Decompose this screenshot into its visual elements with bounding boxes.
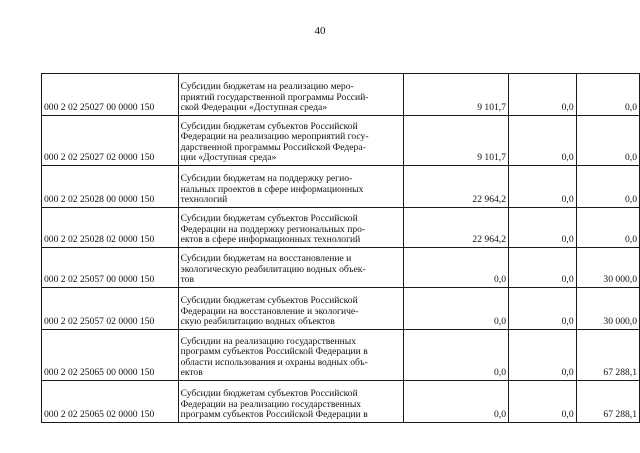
description-line: ектов <box>180 367 203 379</box>
amount-cell-3: 67 288,1 <box>576 330 639 381</box>
amount-cell-1: 9 101,7 <box>404 116 509 166</box>
description-line: дарственной программы Российской Федера- <box>180 141 366 153</box>
amount-cell-1: 22 964,2 <box>404 166 509 208</box>
amount-cell-2: 0,0 <box>509 166 577 208</box>
description-line: технологий <box>180 194 228 206</box>
budget-code-cell: 000 2 02 25065 00 0000 150 <box>42 330 179 381</box>
amount-cell-2: 0,0 <box>509 116 577 166</box>
amount-cell-3: 0,0 <box>576 116 639 166</box>
description-line: приятий государственной программы Россий- <box>180 91 369 103</box>
amount-cell-2: 0,0 <box>509 208 577 248</box>
description-cell <box>178 74 404 116</box>
table-row <box>42 208 640 248</box>
table-row <box>42 166 640 208</box>
amount-cell-1: 22 964,2 <box>404 208 509 248</box>
amount-cell-3: 67 288,1 <box>576 381 639 423</box>
description-line: Субсидии бюджетам субъектов Российской <box>180 295 358 307</box>
description-line: тов <box>180 274 194 286</box>
amount-cell-1: 0,0 <box>404 381 509 423</box>
table-row <box>42 330 640 381</box>
description-cell <box>178 116 404 166</box>
amount-cell-2: 0,0 <box>509 381 577 423</box>
description-cell <box>178 330 404 381</box>
amount-cell-2: 0,0 <box>509 74 577 116</box>
budget-code-cell: 000 2 02 25057 00 0000 150 <box>42 248 179 288</box>
amount-cell-1: 9 101,7 <box>404 74 509 116</box>
table-row <box>42 74 640 116</box>
table-row <box>42 381 640 423</box>
budget-code-cell: 000 2 02 25027 00 0000 150 <box>42 74 179 116</box>
amount-cell-3: 0,0 <box>576 208 639 248</box>
amount-cell-3: 0,0 <box>576 166 639 208</box>
budget-code-cell: 000 2 02 25027 02 0000 150 <box>42 116 179 166</box>
description-line: Федерации на восстановление и экологиче- <box>180 305 359 317</box>
description-line: нальных проектов в сфере информационных <box>180 183 364 195</box>
description-line: Субсидии бюджетам субъектов Российской <box>180 388 358 400</box>
description-line: Субсидии на реализацию государственных <box>180 335 357 347</box>
description-cell <box>178 248 404 288</box>
description-cell <box>178 381 404 423</box>
amount-cell-1: 0,0 <box>404 288 509 330</box>
description-line: экологическую реабилитацию водных объек- <box>180 263 366 275</box>
budget-code-cell: 000 2 02 25057 02 0000 150 <box>42 288 179 330</box>
description-line: Субсидии бюджетам на восстановление и <box>180 253 352 265</box>
description-line: ской Федерации «Доступная среда» <box>180 102 328 114</box>
amount-cell-2: 0,0 <box>509 288 577 330</box>
description-cell <box>178 288 404 330</box>
description-line: скую реабилитацию водных объектов <box>180 316 335 328</box>
description-line: Субсидии бюджетам на поддержку регио- <box>180 173 353 185</box>
page-number: 40 <box>314 25 326 37</box>
amount-cell-3: 30 000,0 <box>576 248 639 288</box>
amount-cell-3: 0,0 <box>576 74 639 116</box>
description-line: Федерации на реализацию мероприятий госу- <box>180 131 369 143</box>
budget-table <box>41 73 640 423</box>
budget-code-cell: 000 2 02 25065 02 0000 150 <box>42 381 179 423</box>
description-line: Субсидии бюджетам субъектов Российской <box>180 213 358 225</box>
description-line: Субсидии бюджетам субъектов Российской <box>180 120 358 132</box>
amount-cell-2: 0,0 <box>509 248 577 288</box>
table-row <box>42 116 640 166</box>
description-line: Федерации на реализацию государственных <box>180 398 362 410</box>
table-row <box>42 288 640 330</box>
description-line: ектов в сфере информационных технологий <box>180 234 361 246</box>
description-line: Федерации на поддержку региональных про- <box>180 223 366 235</box>
description-line: программ субъектов Российской Федерации в <box>180 409 368 421</box>
description-line: области использования и охраны водных объ- <box>180 356 368 368</box>
amount-cell-2: 0,0 <box>509 330 577 381</box>
budget-code-cell: 000 2 02 25028 02 0000 150 <box>42 208 179 248</box>
table-row <box>42 248 640 288</box>
description-line: программ субъектов Российской Федерации в <box>180 346 368 358</box>
description-cell <box>178 208 404 248</box>
amount-cell-1: 0,0 <box>404 330 509 381</box>
description-line: ции «Доступная среда» <box>180 152 277 164</box>
amount-cell-3: 30 000,0 <box>576 288 639 330</box>
description-cell <box>178 166 404 208</box>
description-line: Субсидии бюджетам на реализацию меро- <box>180 81 354 93</box>
amount-cell-1: 0,0 <box>404 248 509 288</box>
budget-code-cell: 000 2 02 25028 00 0000 150 <box>42 166 179 208</box>
